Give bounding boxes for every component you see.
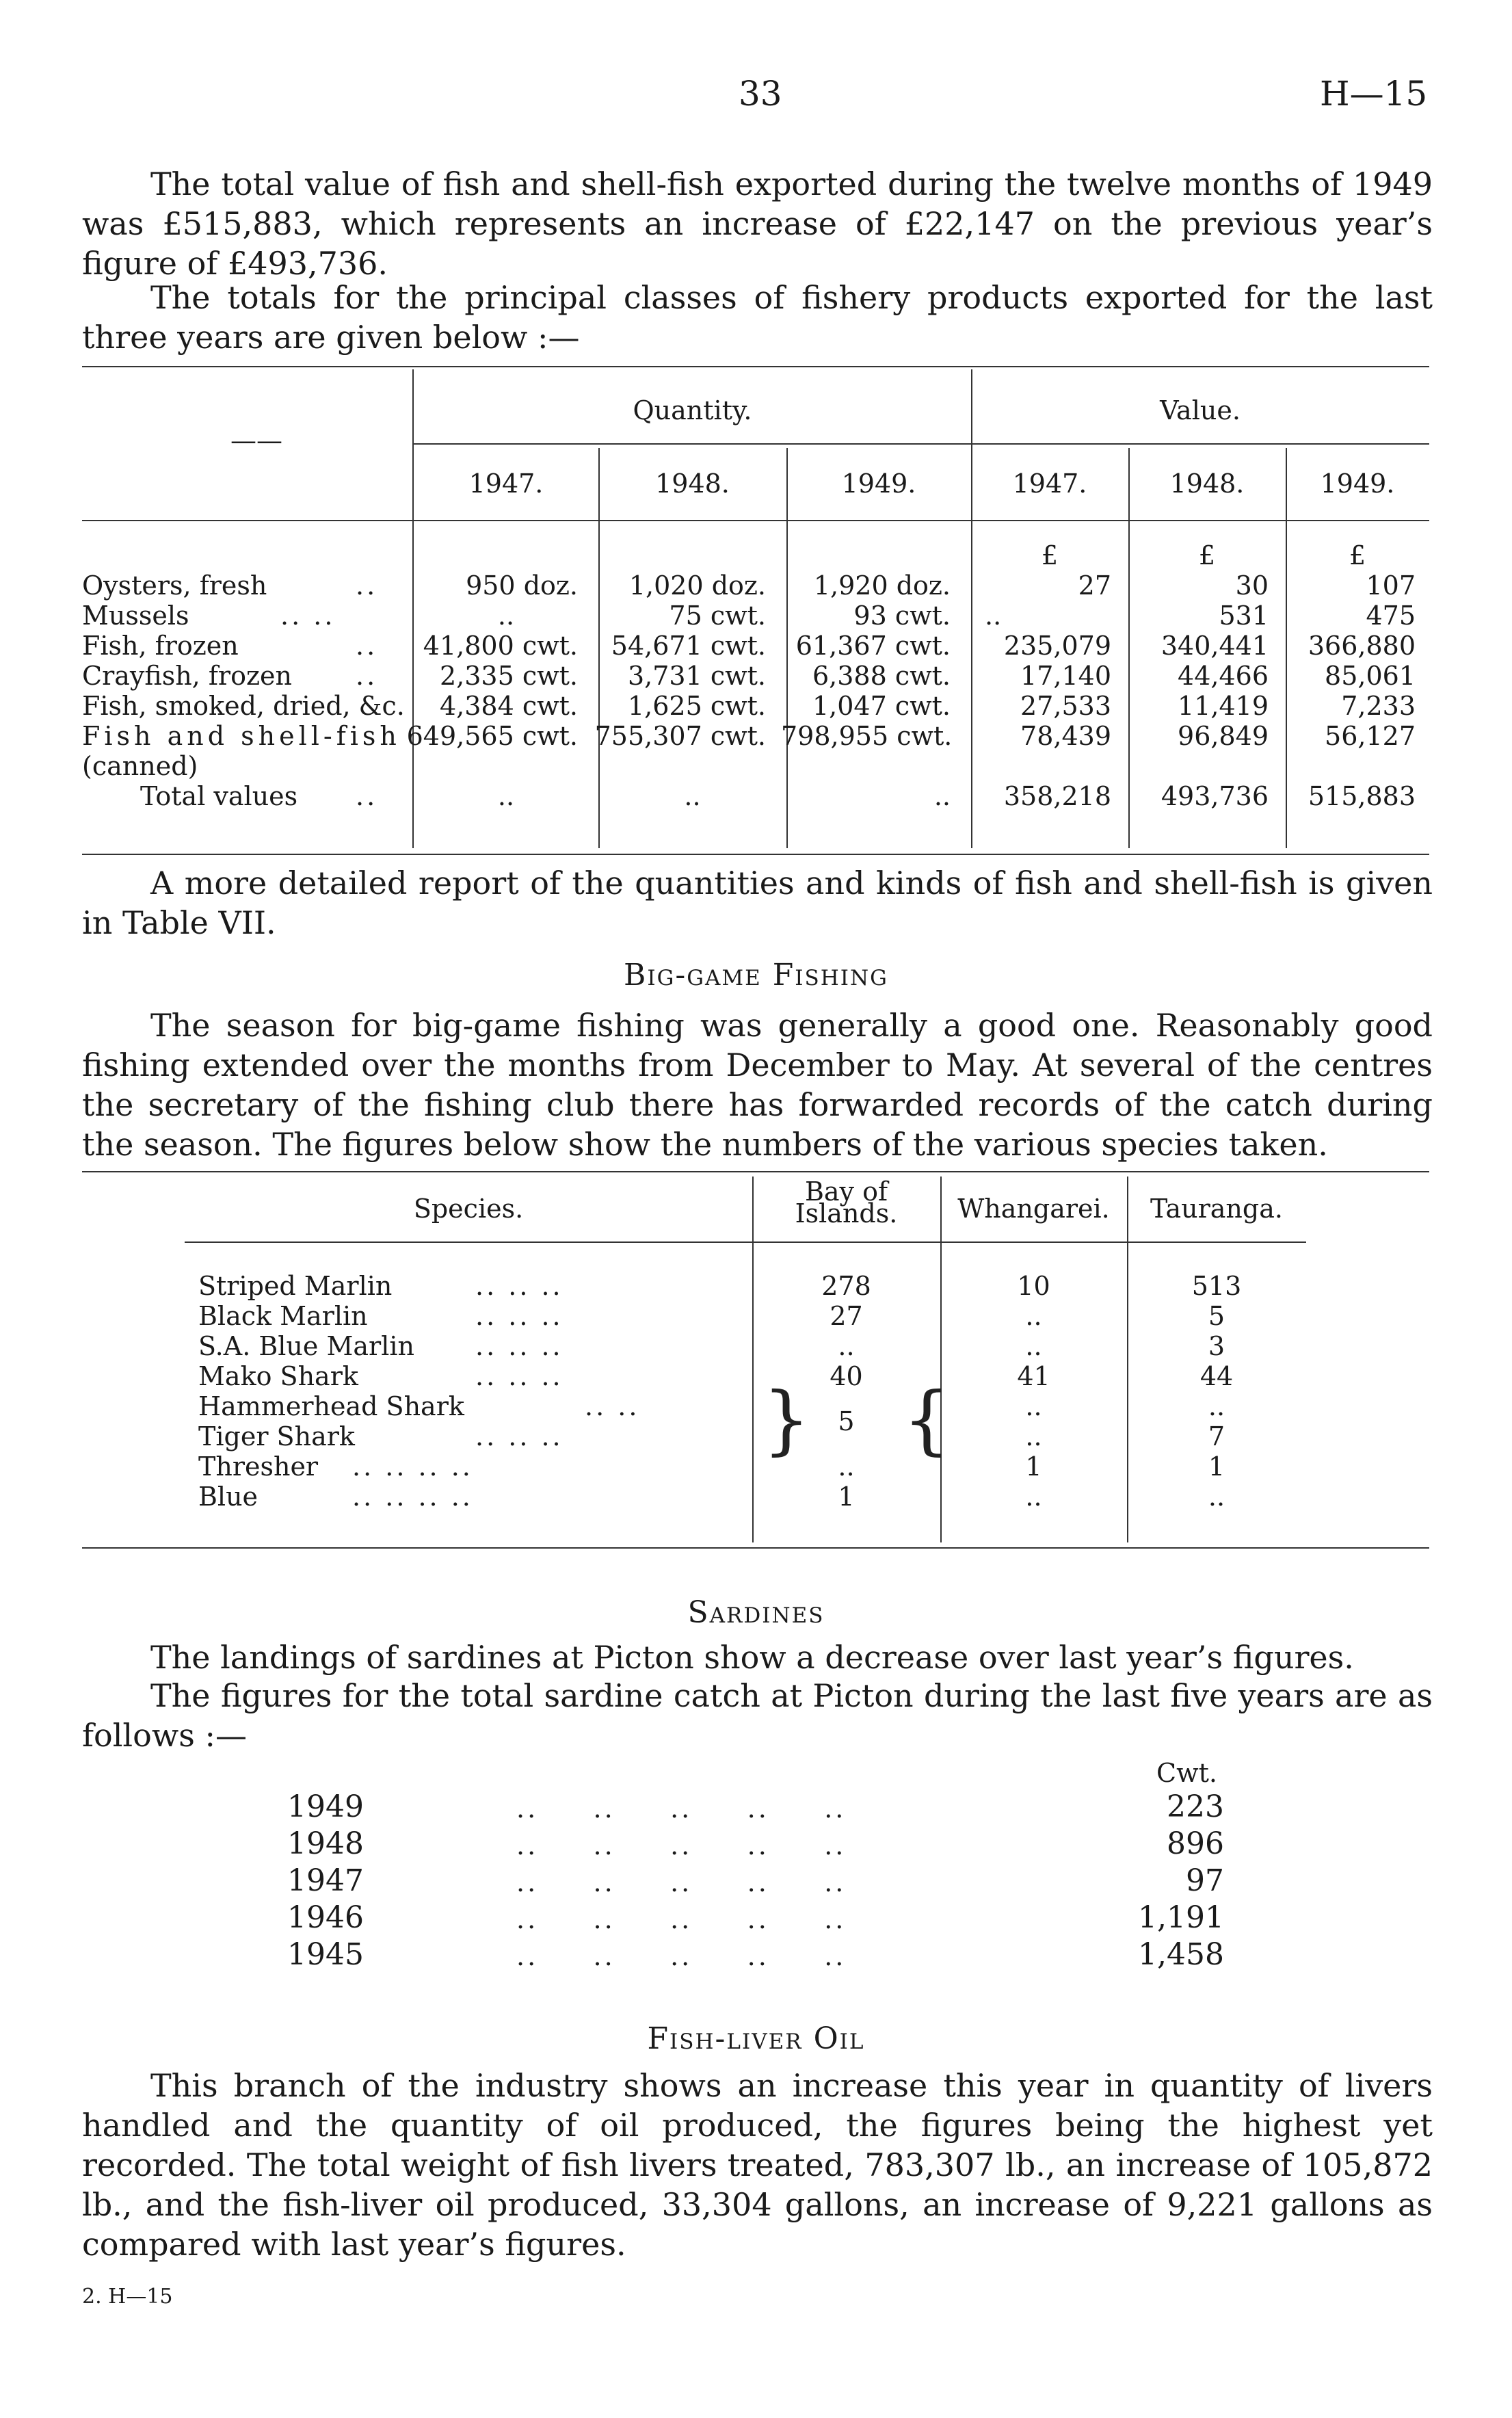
year-header: 1949. — [1320, 469, 1395, 499]
value-1948: 44,466 — [1178, 661, 1269, 691]
leader-dots: .. .. .. .. .. — [516, 1867, 847, 1897]
species-name: Striped Marlin — [198, 1271, 393, 1301]
tauranga-count: 5 — [1208, 1301, 1225, 1331]
value-1947: 17,140 — [1020, 661, 1111, 691]
value-1948: 96,849 — [1178, 721, 1269, 751]
unit-label: Cwt. — [1156, 1758, 1217, 1788]
leader-dots: .. .. .. — [475, 1331, 563, 1361]
fish-liver-paragraph: This branch of the industry shows an increase this year in quantity of livers handled and the quantity of oil produced, the figures being the highest yet recorded. The total weight of fish livers treated, 783,307 lb., an increase of 105,872 lb., and the fish-liver oil produced, 33,304 gallons, an increase of 9,221 gallons as compared with last year’s figures. — [82, 2067, 1433, 2263]
year: 1945 — [287, 1937, 364, 1972]
col-header-bay-of-islands-2: Islands. — [795, 1198, 898, 1228]
col-header-species: Species. — [413, 1194, 524, 1224]
quantity-1949: 1,047 cwt. — [812, 691, 951, 721]
whangarei-count: 41 — [1017, 1361, 1050, 1391]
year-header: 1949. — [841, 469, 916, 499]
year: 1947 — [287, 1863, 364, 1898]
printer-signature: 2. H—15 — [82, 2285, 173, 2309]
heading-sardines: Sardines — [687, 1595, 825, 1630]
year-header: 1948. — [655, 469, 730, 499]
col-header-whangarei: Whangarei. — [957, 1194, 1110, 1224]
row-label: Fish, frozen — [82, 631, 239, 661]
value-1949: 366,880 — [1308, 631, 1416, 661]
quantity-1947: 649,565 cwt. — [406, 721, 578, 751]
bay-of-islands-count: 278 — [821, 1271, 871, 1301]
currency-symbol: £ — [1198, 540, 1216, 570]
big-game-paragraph: The season for big-game fishing was generally a good one. Reasonably good fishing extended over the months from December to May. At several of the centres the secretary of the fishing club there has forwarded records of the catch during the season. The figures below show the numbers of the various species taken. — [82, 1007, 1433, 1163]
species-name: Black Marlin — [198, 1301, 368, 1331]
value-1949: 7,233 — [1341, 691, 1416, 721]
total-quantity-1949: .. — [933, 781, 951, 811]
quantity-1947: 950 doz. — [466, 570, 578, 601]
leader-dots: .. .. .. — [475, 1271, 563, 1301]
year: 1949 — [287, 1789, 364, 1824]
leader-dots: .. — [356, 781, 378, 811]
quantity-1948: 75 cwt. — [669, 601, 766, 631]
quantity-1948: 755,307 cwt. — [594, 721, 766, 751]
document-code: H—15 — [1320, 74, 1428, 114]
leader-dots: .. .. .. .. .. — [516, 1793, 847, 1824]
catch-cwt: 1,458 — [1138, 1937, 1224, 1972]
catch-cwt: 896 — [1167, 1826, 1224, 1861]
catch-cwt: 97 — [1186, 1863, 1224, 1898]
col-header-tauranga: Tauranga. — [1150, 1194, 1283, 1224]
leader-dots: .. .. .. .. .. — [516, 1904, 847, 1934]
row-label-continuation: (canned) — [82, 751, 198, 781]
catch-cwt: 1,191 — [1138, 1900, 1224, 1935]
whangarei-count: .. — [1025, 1331, 1042, 1361]
quantity-1949: 93 cwt. — [853, 601, 951, 631]
quantity-1948: 1,020 doz. — [628, 570, 766, 601]
total-label: Total values — [140, 781, 298, 811]
leader-dots: .. — [356, 631, 378, 661]
quantity-1949: 6,388 cwt. — [812, 661, 951, 691]
value-1947: 78,439 — [1020, 721, 1111, 751]
group-header-quantity: Quantity. — [633, 395, 752, 425]
species-name: Thresher — [198, 1451, 319, 1482]
whangarei-count: .. — [1025, 1482, 1042, 1512]
tauranga-count: 3 — [1208, 1331, 1225, 1361]
row-label: Mussels — [82, 601, 189, 631]
tauranga-count: 7 — [1208, 1421, 1225, 1451]
page-number: 33 — [739, 74, 782, 114]
year-header: 1947. — [1012, 469, 1087, 499]
total-value-1947: 358,218 — [1003, 781, 1111, 811]
row-label: Oysters, fresh — [82, 570, 267, 601]
leader-dots: .. .. .. — [475, 1361, 563, 1391]
total-quantity-1948: .. — [684, 781, 701, 811]
sardines-paragraph-1: The landings of sardines at Picton show a decrease over last year’s figures. — [150, 1639, 1354, 1676]
currency-symbol: £ — [1041, 540, 1059, 570]
value-1949: 475 — [1366, 601, 1416, 631]
species-name: Blue — [198, 1482, 258, 1512]
quantity-1949: 1,920 doz. — [813, 570, 951, 601]
row-label: Crayfish, frozen — [82, 661, 292, 691]
species-name: Hammerhead Shark — [198, 1391, 464, 1421]
value-1947: .. — [985, 601, 1002, 631]
total-value-1949: 515,883 — [1308, 781, 1416, 811]
leader-dots: .. — [356, 570, 378, 601]
detail-note: A more detailed report of the quantities and kinds of fish and shell-fish is given in Table VII. — [82, 865, 1433, 941]
year: 1946 — [287, 1900, 364, 1935]
bay-of-islands-count: 1 — [838, 1482, 855, 1512]
value-1948: 30 — [1235, 570, 1269, 601]
leader-dots: .. .. .. .. .. — [516, 1941, 847, 1971]
value-1948: 340,441 — [1160, 631, 1269, 661]
year: 1948 — [287, 1826, 364, 1861]
heading-fish-liver-oil: Fish-liver Oil — [647, 2021, 865, 2056]
value-1948: 11,419 — [1178, 691, 1269, 721]
tauranga-count: .. — [1208, 1482, 1225, 1512]
stub-dash: —— — [230, 425, 282, 456]
group-header-value: Value. — [1160, 395, 1241, 425]
currency-symbol: £ — [1349, 540, 1366, 570]
right-brace: } — [762, 1376, 810, 1463]
year-header: 1948. — [1169, 469, 1245, 499]
leader-dots: .. .. .. — [475, 1301, 563, 1331]
leader-dots: .. .. .. .. — [352, 1451, 473, 1482]
combined-count: 5 — [838, 1406, 855, 1436]
quantity-1947: 4,384 cwt. — [439, 691, 578, 721]
tauranga-count: 513 — [1191, 1271, 1242, 1301]
value-1948: 531 — [1219, 601, 1269, 631]
quantity-1947: 2,335 cwt. — [439, 661, 578, 691]
quantity-1947: 41,800 cwt. — [423, 631, 578, 661]
leader-dots: .. .. .. .. .. — [516, 1830, 847, 1861]
intro-paragraph-2: The totals for the principal classes of fishery products exported for the last three years are given below :— — [82, 279, 1433, 356]
tauranga-count: .. — [1208, 1391, 1225, 1421]
total-value-1948: 493,736 — [1160, 781, 1269, 811]
whangarei-count: .. — [1025, 1391, 1042, 1421]
quantity-1949: 798,955 cwt. — [781, 721, 953, 751]
whangarei-count: 1 — [1025, 1451, 1042, 1482]
value-1949: 56,127 — [1325, 721, 1416, 751]
tauranga-count: 1 — [1208, 1451, 1225, 1482]
quantity-1948: 1,625 cwt. — [627, 691, 766, 721]
species-name: Mako Shark — [198, 1361, 358, 1391]
bay-of-islands-count: 27 — [830, 1301, 863, 1331]
leader-dots: .. .. — [585, 1391, 640, 1421]
whangarei-count: 10 — [1017, 1271, 1050, 1301]
row-label: Fish and shell-fish — [82, 721, 401, 751]
quantity-1948: 54,671 cwt. — [611, 631, 766, 661]
bay-of-islands-count: 40 — [830, 1361, 863, 1391]
quantity-1947: .. — [497, 601, 515, 631]
value-1949: 107 — [1366, 570, 1416, 601]
value-1947: 27,533 — [1020, 691, 1111, 721]
bay-of-islands-count: .. — [838, 1331, 855, 1361]
leader-dots: .. — [356, 661, 378, 691]
leader-dots: .. .. .. .. — [352, 1482, 473, 1512]
row-label: Fish, smoked, dried, &c. — [82, 691, 405, 721]
left-brace: { — [903, 1376, 951, 1463]
total-quantity-1947: .. — [497, 781, 515, 811]
whangarei-count: .. — [1025, 1421, 1042, 1451]
tauranga-count: 44 — [1199, 1361, 1234, 1391]
bay-of-islands-count: .. — [838, 1451, 855, 1482]
whangarei-count: .. — [1025, 1301, 1042, 1331]
heading-big-game-fishing: Big-game Fishing — [624, 958, 888, 993]
sardines-paragraph-2: The figures for the total sardine catch at Picton during the last five years are as follows :— — [82, 1677, 1433, 1754]
value-1949: 85,061 — [1325, 661, 1416, 691]
species-name: Tiger Shark — [198, 1421, 355, 1451]
year-header: 1947. — [468, 469, 544, 499]
value-1947: 235,079 — [1003, 631, 1111, 661]
leader-dots: .. .. — [280, 601, 336, 631]
intro-paragraph-1: The total value of fish and shell-fish exported during the twelve months of 1949 was £515,883, which represents an increase of £22,147 on the previous year’s figure of £493,736. — [82, 166, 1433, 282]
value-1947: 27 — [1078, 570, 1111, 601]
leader-dots: .. .. .. — [475, 1421, 563, 1451]
catch-cwt: 223 — [1167, 1789, 1224, 1824]
species-name: S.A. Blue Marlin — [198, 1331, 414, 1361]
quantity-1949: 61,367 cwt. — [795, 631, 951, 661]
col-header-bay-of-islands: Bay of — [804, 1177, 888, 1207]
quantity-1948: 3,731 cwt. — [627, 661, 766, 691]
